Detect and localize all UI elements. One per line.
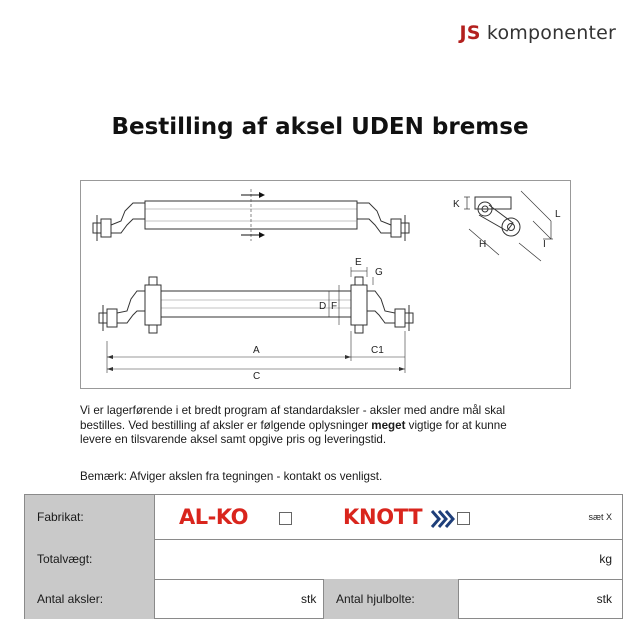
dim-label-c: C [253, 371, 261, 382]
knott-brand-icon [430, 509, 456, 529]
totalvaegt-unit: kg [599, 552, 612, 566]
axle-drawing-svg [81, 181, 570, 388]
intro-emphasis: meget [371, 418, 406, 432]
dim-label-f: F [331, 301, 338, 312]
fabrikat-label: Fabrikat: [25, 495, 155, 539]
dim-label-a: A [253, 345, 260, 356]
knott-logo: KNOTT [343, 505, 423, 529]
intro-line-3: levere en tilsvarende aksel samt opgive pris og leveringstid. [80, 433, 387, 446]
dim-label-g: G [375, 267, 383, 278]
bottom-axle [99, 267, 413, 373]
totalvaegt-label: Totalvægt: [25, 539, 155, 579]
order-form [24, 494, 623, 619]
dim-label-l: L [555, 209, 561, 220]
intro-line-1: Vi er lagerførende i et bredt program af standardaksler - aksler med andre mål skal [80, 404, 506, 417]
intro-line-2 [80, 419, 580, 434]
antal-hjulbolte-unit: stk [596, 592, 612, 606]
dim-label-h: H [479, 239, 487, 250]
brand-prefix: JS [459, 22, 481, 44]
dim-label-d: D [319, 301, 327, 312]
knott-checkbox[interactable] [457, 512, 470, 525]
brand-logo [460, 22, 616, 44]
side-view [464, 191, 553, 261]
antal-aksler-label: Antal aksler: [25, 579, 155, 619]
note-text: Bemærk: Afviger akslen fra tegningen - kontakt os venligst. [80, 470, 383, 483]
form-row-fabrikat [25, 495, 622, 540]
brand-name: komponenter [486, 22, 616, 44]
intro-line-2-pre: bestilles. Ved bestilling af aksler er følgende oplysninger [80, 418, 372, 432]
top-axle [93, 189, 409, 241]
dim-label-k: K [453, 199, 460, 210]
page-title: Bestilling af aksel UDEN bremse [111, 114, 529, 140]
dim-label-e: E [355, 257, 362, 268]
antal-hjulbolte-label: Antal hjulbolte: [323, 579, 459, 619]
axle-technical-drawing [80, 180, 571, 389]
form-row-antal [25, 579, 622, 619]
antal-aksler-unit: stk [301, 592, 317, 606]
saet-x-hint: sæt X [588, 512, 612, 522]
dim-label-c1: C1 [371, 345, 384, 356]
intro-line-2-post: vigtige for at kunne [405, 418, 507, 432]
alko-logo: AL-KO [179, 505, 249, 529]
alko-checkbox[interactable] [279, 512, 292, 525]
intro-text [80, 404, 580, 448]
form-row-totalvaegt [25, 539, 622, 580]
dim-label-i: I [543, 239, 546, 250]
